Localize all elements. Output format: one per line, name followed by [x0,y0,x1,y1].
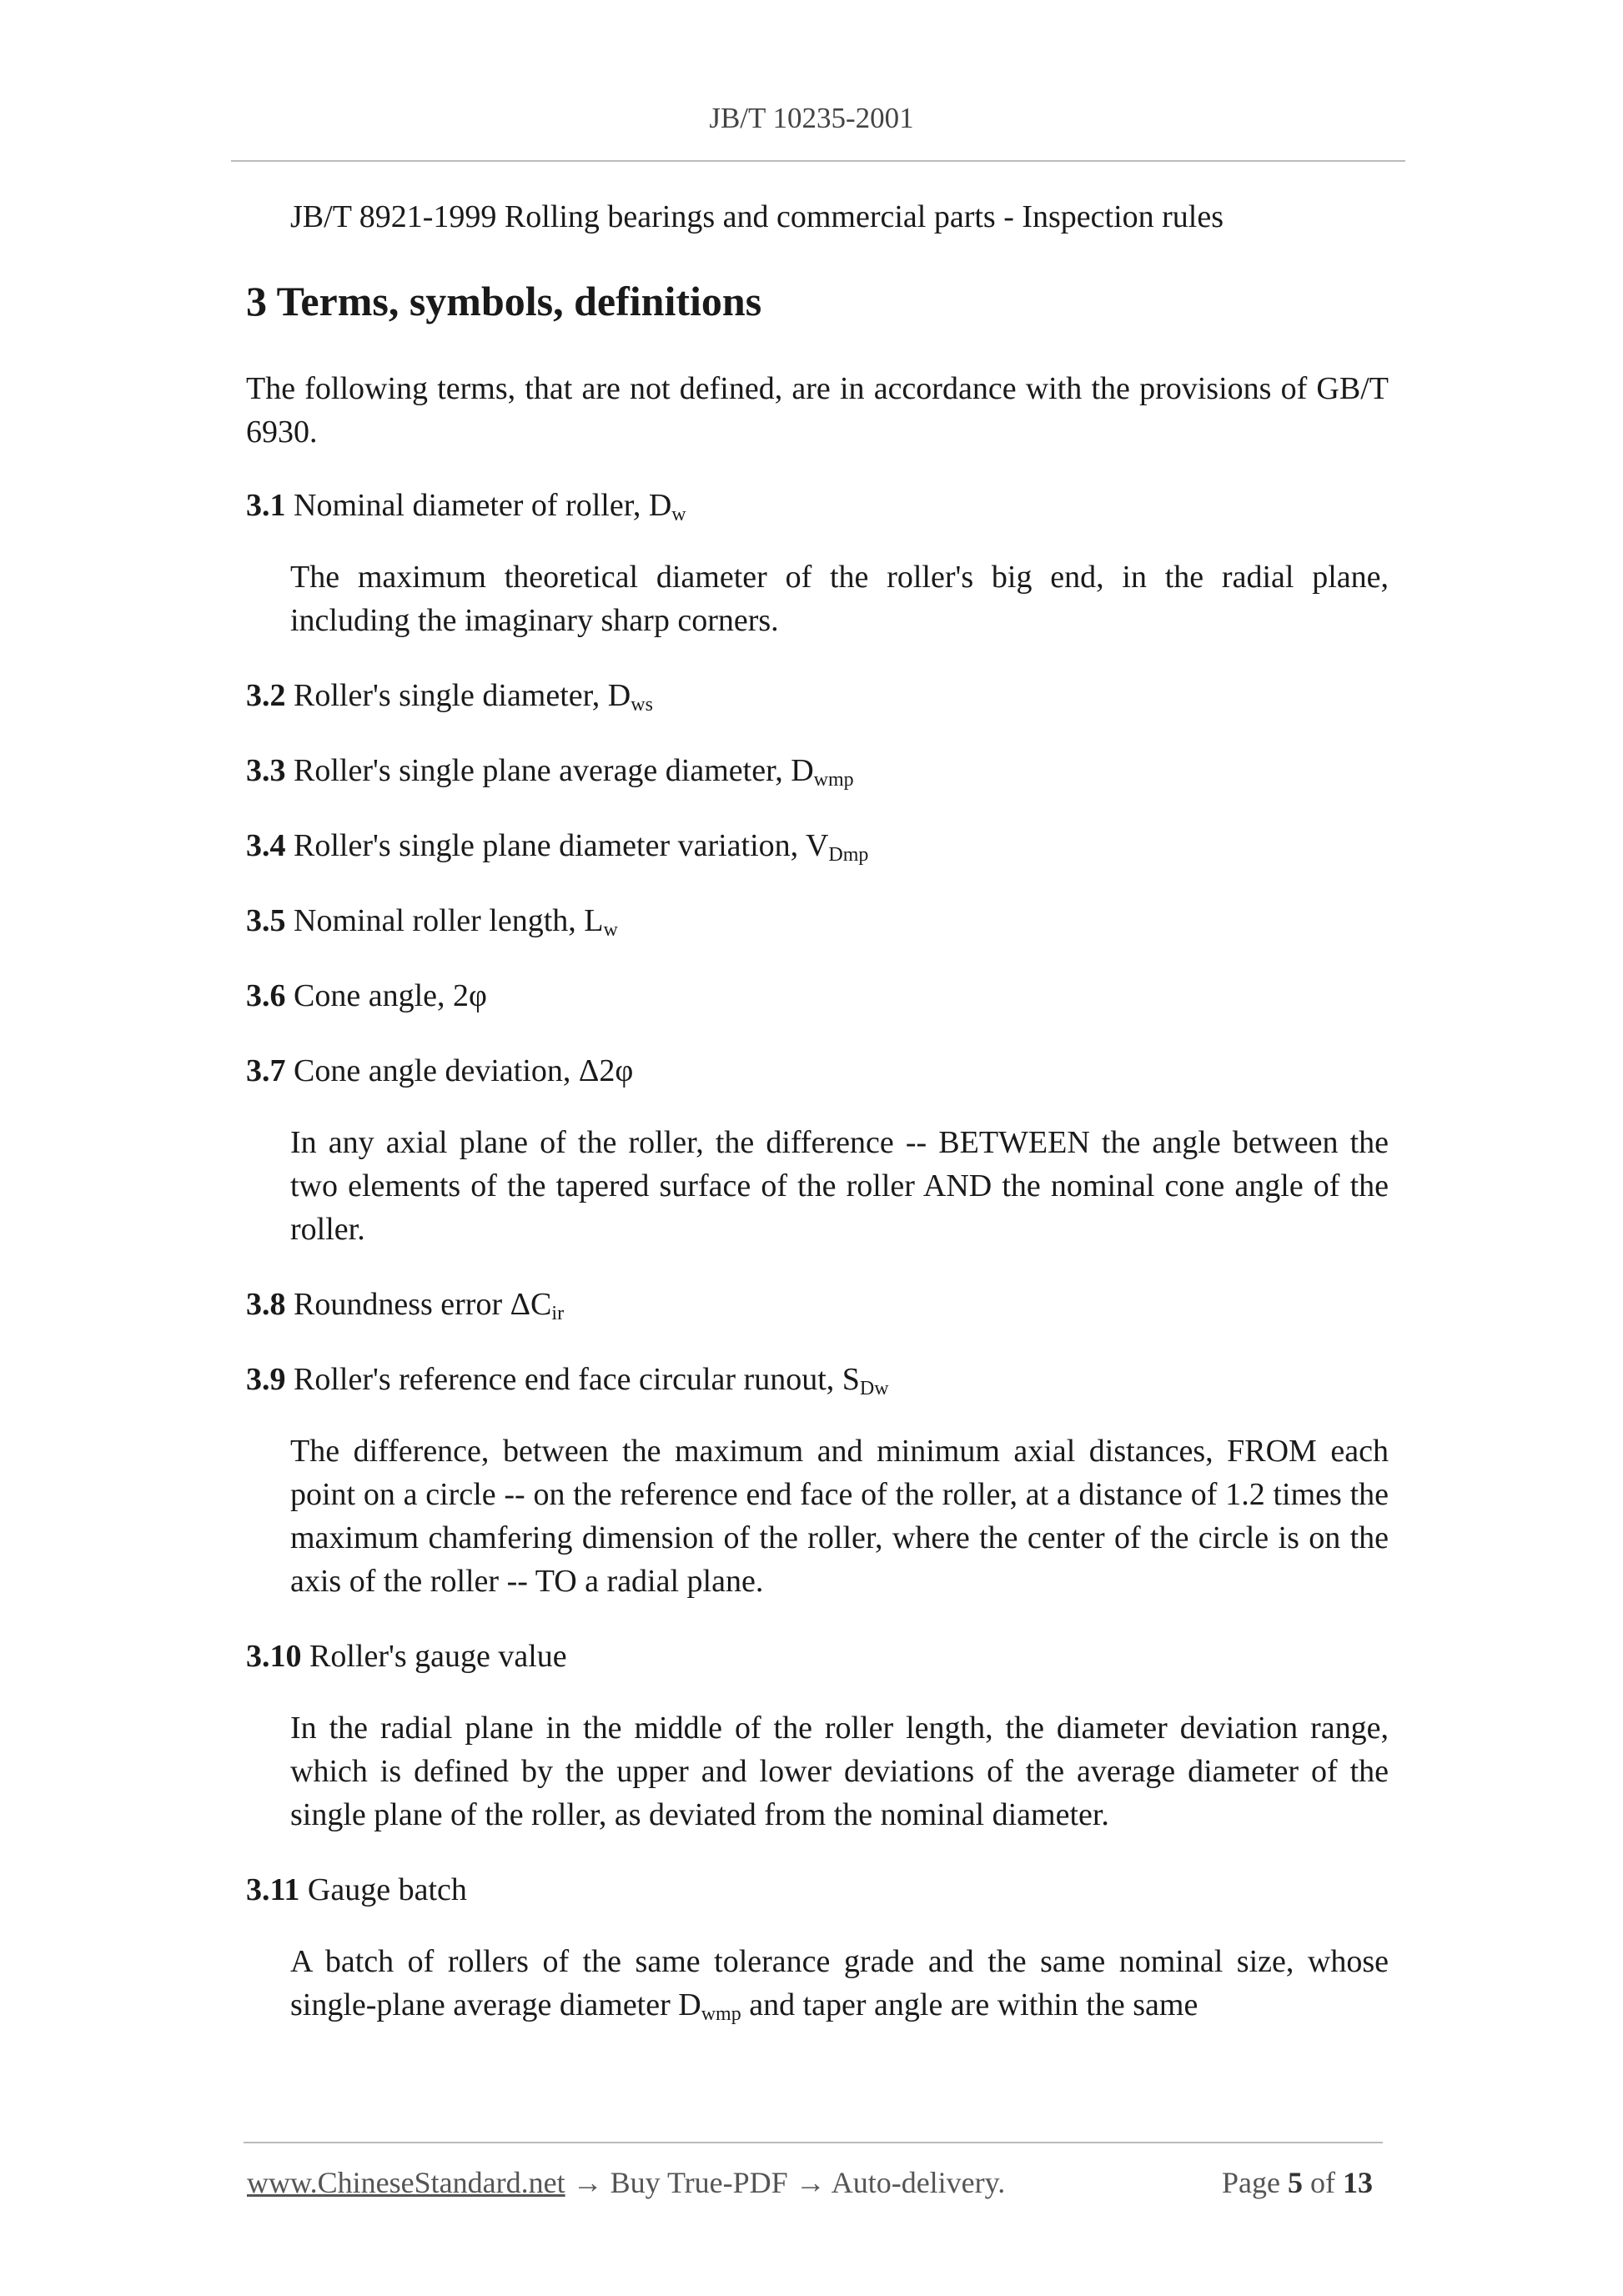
term-text: Roller's reference end face circular runout, S [294,1362,860,1397]
term-text: Cone angle, 2φ [294,978,487,1013]
term-text: Nominal diameter of roller, D [294,488,672,523]
term-number: 3.9 [246,1362,286,1397]
definition-text: A batch of rollers of the same tolerance grade and the same nominal size, whose single-plane average diameter D [290,1944,1389,2022]
term-3-10-definition: In the radial plane in the middle of the roller length, the diameter deviation range, which is defined by the upper and lower deviations of the average diameter of the single plane of the roller, as deviated from the nominal diameter. [290,1711,1389,1832]
normative-reference: JB/T 8921-1999 Rolling bearings and commercial parts - Inspection rules [290,199,1224,234]
term-subscript: ir [551,1303,565,1324]
term-number: 3.7 [246,1053,286,1088]
term-number: 3.5 [246,903,286,938]
term-text: Nominal roller length, L [294,903,604,938]
section-intro: The following terms, that are not defined, are in accordance with the provisions of GB/T 6930. [246,371,1389,450]
term-subscript: wmp [813,769,854,791]
term-subscript: Dw [859,1378,889,1399]
term-subscript: w [603,919,618,941]
term-subscript: w [671,504,686,525]
term-3-7-definition: In any axial plane of the roller, the difference -- BETWEEN the angle between the two elements of the tapered surface of the roller AND the nominal cone angle of the roller. [290,1125,1389,1247]
term-number: 3.10 [246,1639,302,1674]
term-3-10 [246,1635,1389,1678]
term-number: 3.1 [246,488,286,523]
footer-divider [244,2142,1383,2143]
term-3-9-definition: The difference, between the maximum and minimum axial distances, FROM each point on a circle -- on the reference end face of the roller, at a distance of 1.2 times the maximum chamfering dimension of the roller, where the center of the circle is on the axis of the roller -- TO a radial plane. [290,1434,1389,1599]
term-subscript: ws [631,694,653,716]
definition-subscript: wmp [701,2003,741,2025]
term-3-1-definition: The maximum theoretical diameter of the roller's big end, in the radial plane, including the imaginary sharp corners. [290,560,1389,638]
term-number: 3.6 [246,978,286,1013]
section-title: 3 Terms, symbols, definitions [246,278,762,324]
page-total: 13 [1343,2166,1373,2199]
term-3-8 [246,1283,1389,1326]
term-text: Roller's single diameter, D [294,678,631,713]
buy-true-pdf-text: Buy True-PDF [610,2166,788,2199]
page-label: Page [1222,2166,1280,2199]
term-3-5 [246,899,1389,942]
term-text: Roundness error ΔC [294,1287,552,1322]
chinese-standard-link[interactable]: www.ChineseStandard.net [247,2166,565,2199]
page-of: of [1310,2166,1335,2199]
term-text: Cone angle deviation, Δ2φ [294,1053,634,1088]
term-number: 3.3 [246,753,286,788]
term-3-11 [246,1868,1389,1912]
term-number: 3.11 [246,1872,300,1907]
term-3-2 [246,674,1389,717]
term-3-3 [246,749,1389,792]
footer-promo [247,2165,1005,2200]
term-number: 3.2 [246,678,286,713]
page-current: 5 [1288,2166,1303,2199]
term-text: Roller's single plane average diameter, D [294,753,814,788]
header-standard-code: JB/T 10235-2001 [709,102,914,134]
term-number: 3.8 [246,1287,286,1322]
page-number [1222,2165,1373,2200]
term-3-7 [246,1049,1389,1093]
definition-text: and taper angle are within the same [741,1987,1198,2022]
term-3-9 [246,1358,1389,1401]
term-3-6 [246,974,1389,1017]
term-text: Gauge batch [307,1872,467,1907]
arrow-right-icon: → [572,2166,603,2199]
term-3-1 [246,484,1389,527]
term-number: 3.4 [246,828,286,863]
term-text: Roller's gauge value [309,1639,567,1674]
auto-delivery-text: Auto-delivery. [831,2166,1006,2199]
term-3-11-definition [290,1940,1389,2027]
term-3-4 [246,824,1389,867]
page-content [246,195,1389,2058]
term-text: Roller's single plane diameter variation, V [294,828,829,863]
header-divider [231,160,1405,162]
term-subscript: Dmp [828,844,869,866]
arrow-right-icon: → [795,2166,826,2199]
